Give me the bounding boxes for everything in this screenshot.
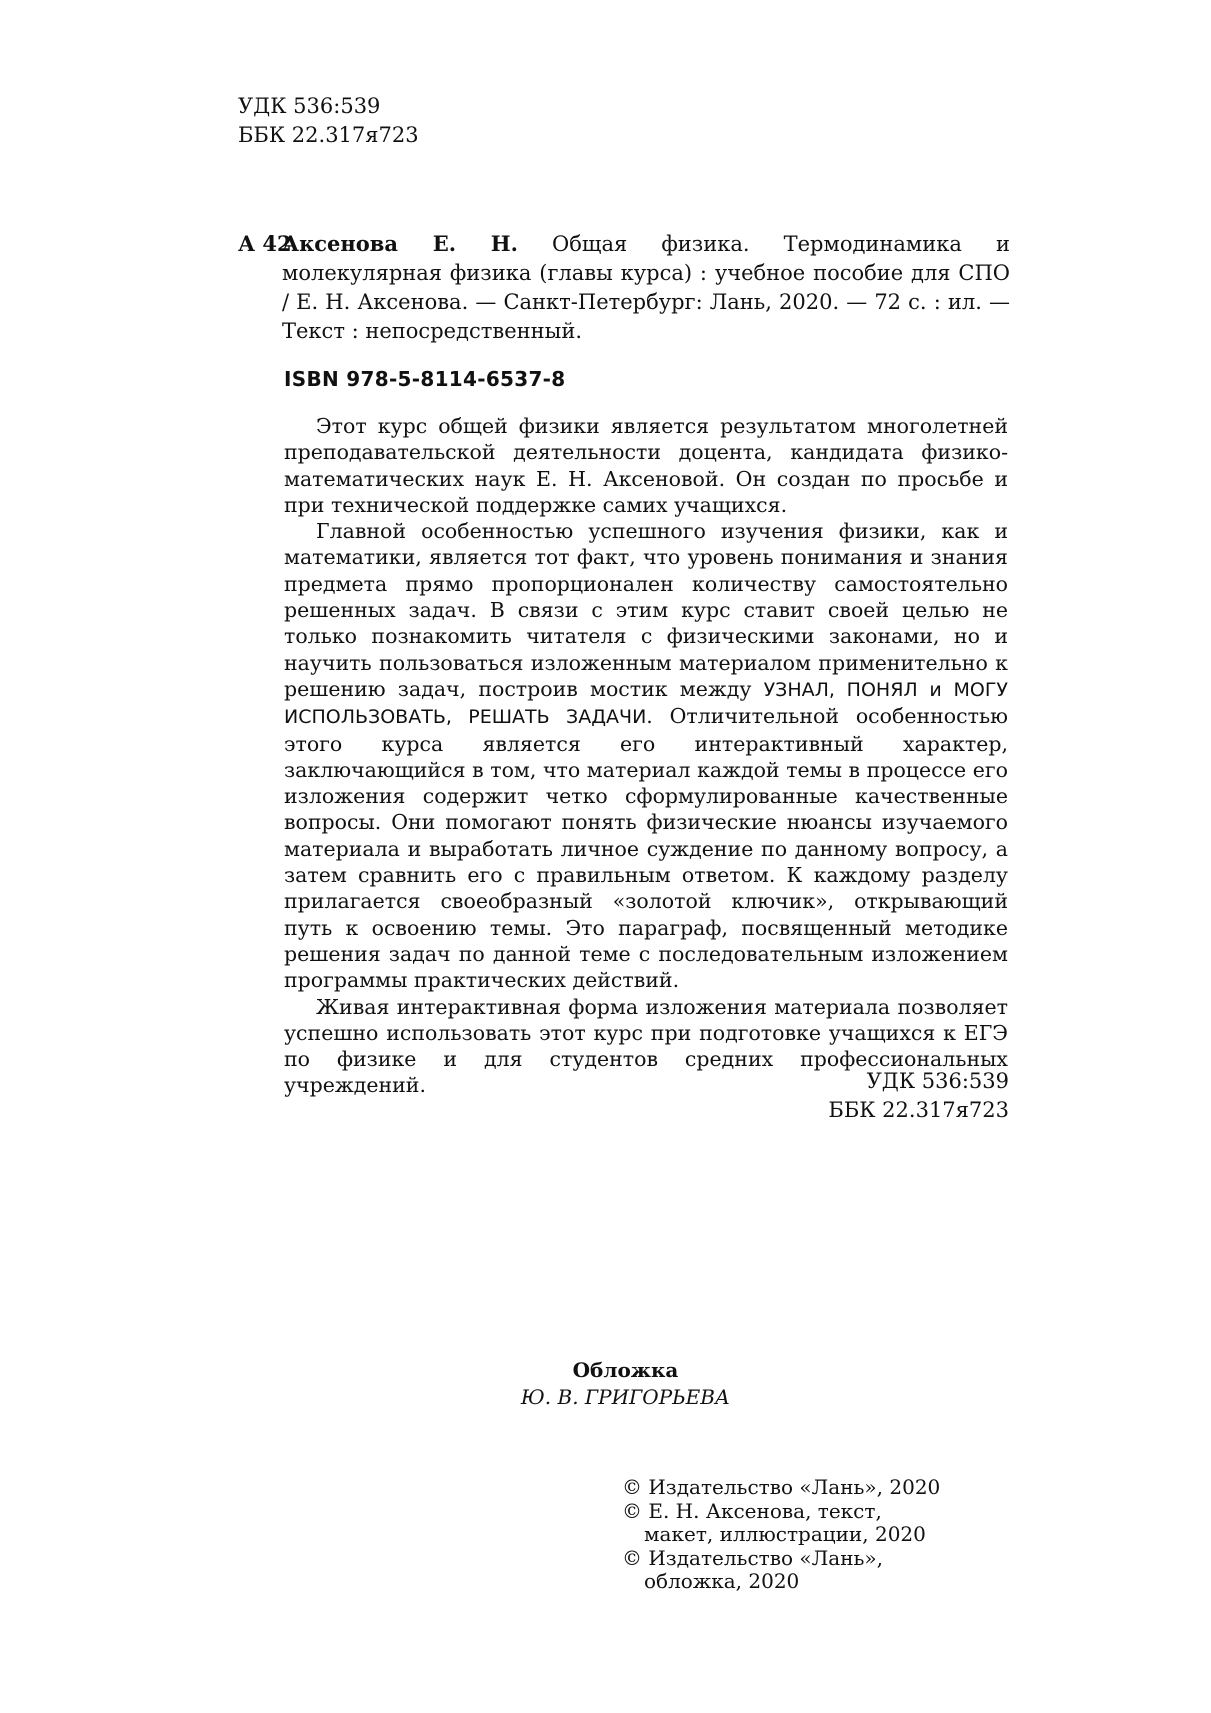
udk-code: УДК 536:539: [866, 1069, 1009, 1093]
classification-top: [238, 92, 419, 150]
abstract-paragraph: Этот курс общей физики является результатом многолетней преподавательской деятельности доцента, кандидата физико-математических наук Е. Н. Аксеновой. Он создан по просьбе и при технической поддержке самих учащихся.: [284, 414, 1008, 517]
copyright-line: © Е. Н. Аксенова, текст,: [622, 1498, 882, 1523]
abstract-paragraph: Живая интерактивная форма изложения материала позволяет успешно использовать этот курс при подготовке учащихся к ЕГЭ по физике и для студентов средних профессиональных учреждений.: [284, 994, 1008, 1098]
bbk-code: ББК 22.317я723: [828, 1098, 1009, 1122]
cover-credit: [0, 1357, 1211, 1411]
author-name: Аксенова Е. Н.: [282, 231, 518, 256]
copyright-line: обложка, 2020: [644, 1569, 800, 1593]
title-start: Общая физика. Термодинамика и: [517, 232, 1010, 256]
bibliographic-description: [282, 229, 1010, 346]
abstract: [284, 413, 1008, 1099]
author-mark: А 42: [238, 231, 292, 256]
bbk-code: ББК 22.317я723: [238, 123, 419, 147]
bibliographic-record: [238, 229, 1010, 346]
cover-designer: Ю. В. ГРИГОРЬЕВА: [520, 1385, 731, 1409]
copyright-line: © Издательство «Лань», 2020: [622, 1475, 941, 1499]
title-rest: молекулярная физика (главы курса) : учебное пособие для СПО / Е. Н. Аксенова. — Санкт-Петербург: Лань, 2020. — 72 с. : ил. — Текст : непосредственный.: [282, 261, 1010, 343]
udk-code: УДК 536:539: [238, 94, 381, 118]
isbn: ISBN 978-5-8114-6537-8: [284, 367, 566, 391]
abstract-text: Главной особенностью успешного изучения физики, как и математики, является тот факт, что уровень понимания и знания предмета прямо пропорционален количеству самостоятельно решенных задач. В связи с этим курс ставит своей целью не только познакомить читателя с физическими законами, но и научить пользоваться изложенным материалом применительно к решению задач, построив мостик между: [284, 519, 1008, 701]
copyright-block: [622, 1476, 940, 1594]
abstract-emphasis: УЗНАЛ, ПОНЯЛ и МОГУ ИСПОЛЬЗОВАТЬ, РЕШАТЬ ЗАДАЧИ: [284, 678, 1008, 729]
classification-bottom: [828, 1067, 1009, 1125]
abstract-text: . Отличительной особенностью этого курса является его интерактивный характер, заключающийся в том, что материал каждой темы в процессе его изложения содержит четко сформулированные качественные вопросы. Они помогают понять физические нюансы изучаемого материала и выработать личное суждение по данному вопросу, а затем сравнить его с правильным ответом. К каждому разделу прилагается своеобразный «золотой ключик», открывающий путь к освоению темы. Это параграф, посвященный методике решения задач по данной теме с последовательным изложением программы практических действий.: [284, 704, 1008, 993]
copyright-line: макет, иллюстрации, 2020: [644, 1522, 926, 1546]
abstract-paragraph: [284, 518, 1008, 993]
copyright-line: © Издательство «Лань»,: [622, 1545, 884, 1570]
cover-label: Обложка: [572, 1358, 679, 1382]
